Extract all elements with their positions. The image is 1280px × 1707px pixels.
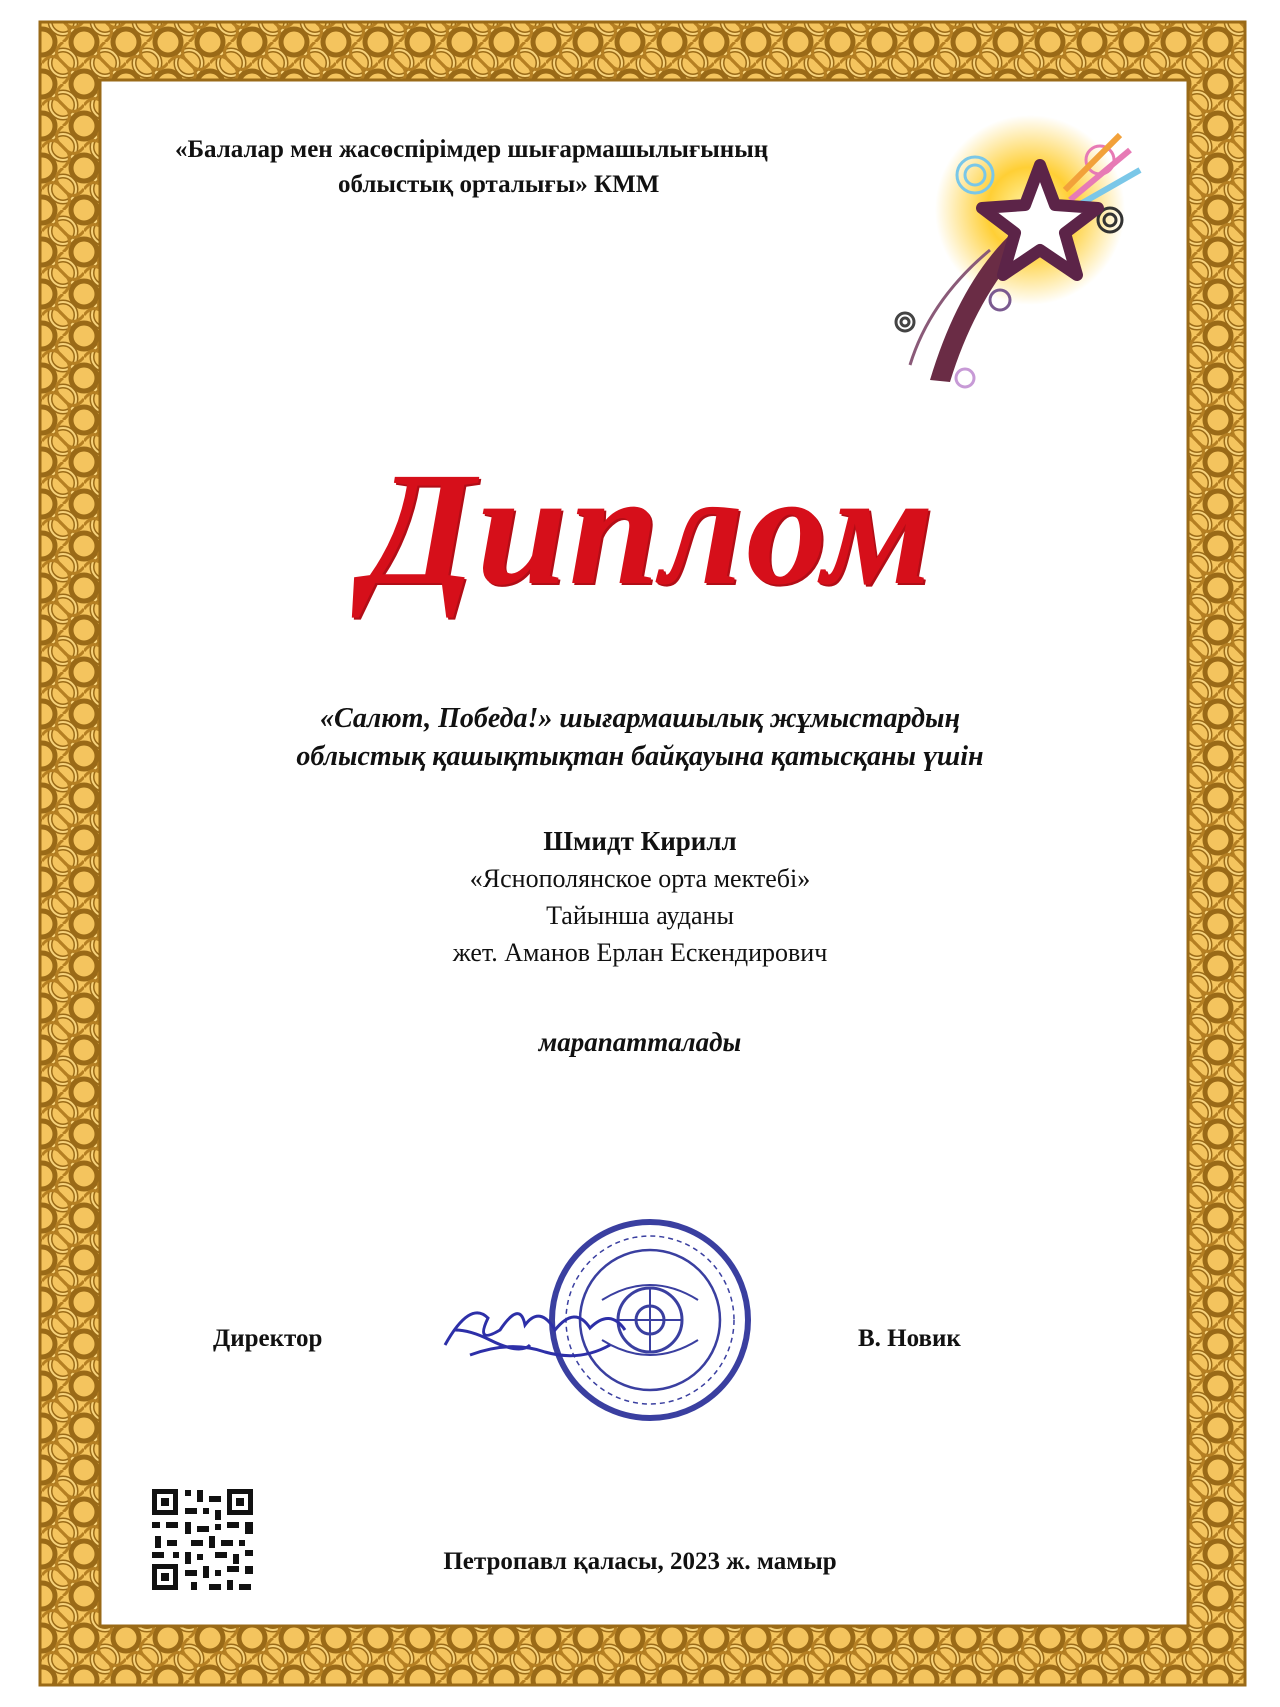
city-date: Петропавл қаласы, 2023 ж. мамыр (443, 1548, 837, 1575)
organization-line-1: «Балалар мен жасөспірімдер шығармашылығының (175, 136, 769, 163)
diploma-title: Диплом (364, 440, 936, 619)
award-reason-line-2: облыстық қашықтықтан байқауына қатысқаны үшін (296, 741, 984, 772)
signature-icon (445, 1313, 625, 1356)
award-reason-line-1: «Салют, Победа!» шығармашылық жұмыстардың (319, 703, 960, 734)
recipient-name: Шмидт Кирилл (543, 826, 737, 856)
organization-line-2: облыстық орталығы» КММ (338, 171, 660, 198)
recipient-school: «Яснополянское орта мектебі» (469, 864, 811, 893)
awarded-text: марапатталады (538, 1027, 742, 1057)
recipient-district: Тайынша ауданы (546, 901, 734, 930)
recipient-supervisor: жет. Аманов Ерлан Ескендирович (452, 938, 828, 967)
director-label: Директор (213, 1325, 323, 1352)
organization-header (120, 132, 940, 202)
award-reason (0, 700, 1280, 776)
director-name: В. Новик (858, 1325, 961, 1352)
recipient-block (0, 823, 1280, 971)
qr-code-icon (150, 1487, 255, 1592)
